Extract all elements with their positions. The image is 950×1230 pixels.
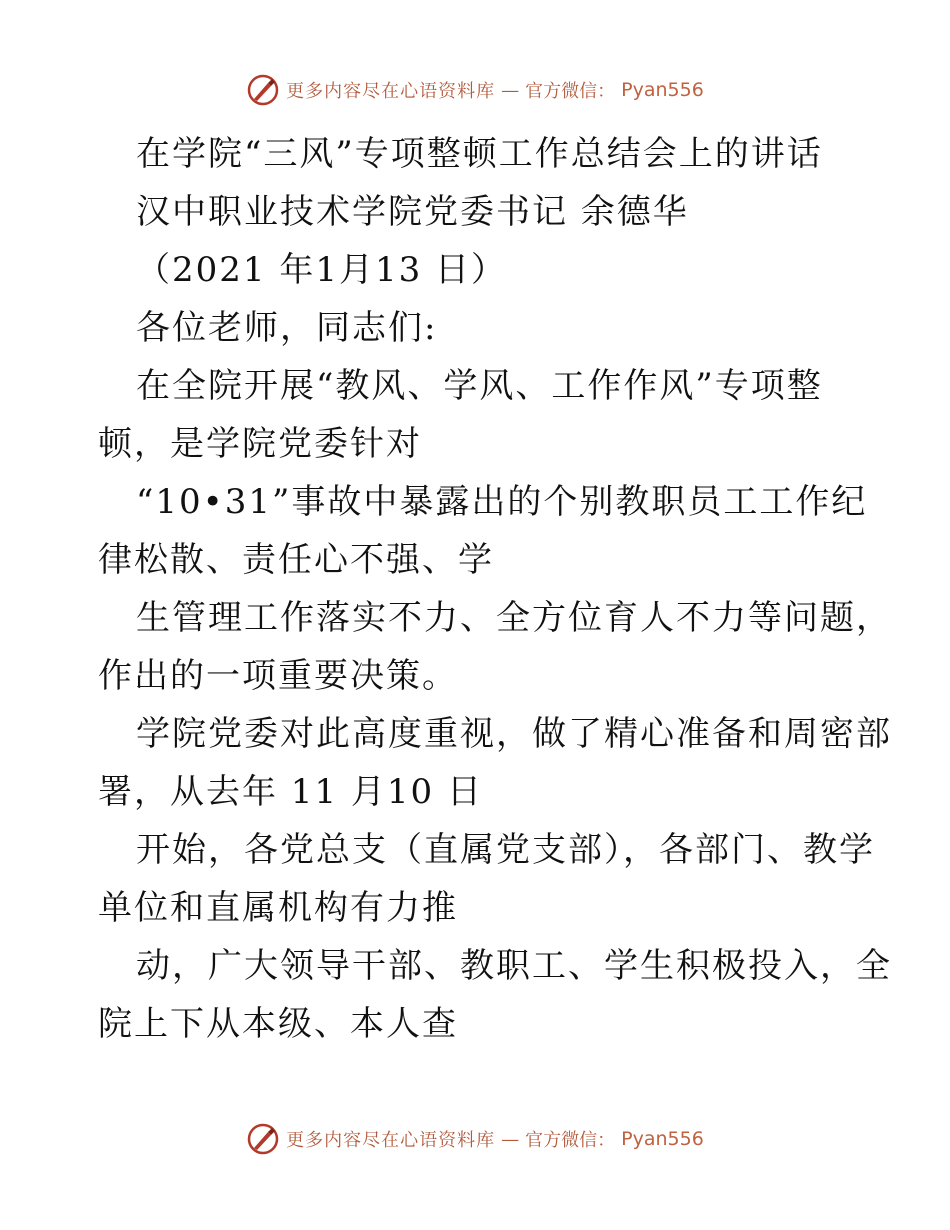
paragraph-line: 在全院开展“教风、学风、工作作风”专项整 bbox=[136, 366, 823, 406]
paragraph-line: 学院党委对此高度重视，做了精心准备和周密部 bbox=[136, 714, 892, 754]
banner-dash: — bbox=[501, 79, 520, 101]
banner-wechat-label: 官方微信： bbox=[525, 1130, 616, 1151]
banner-wechat-id: Pyan556 bbox=[621, 79, 704, 101]
paragraph-line: 院上下从本级、本人查 bbox=[98, 1004, 458, 1044]
paragraph-line: 生管理工作落实不力、全方位育人不力等问题， bbox=[136, 598, 892, 638]
banner-wechat-id: Pyan556 bbox=[621, 1128, 704, 1150]
speech-title: 在学院“三风”专项整顿工作总结会上的讲话 bbox=[136, 134, 823, 174]
paragraph-line: 作出的一项重要决策。 bbox=[98, 656, 458, 696]
paragraph-line: “10•31”事故中暴露出的个别教职员工工作纪 bbox=[136, 482, 868, 522]
pen-logo-icon bbox=[246, 73, 280, 107]
date-line: （2021 年1月13 日） bbox=[136, 250, 508, 290]
paragraph-line: 单位和直属机构有力推 bbox=[98, 888, 458, 928]
greeting-line: 各位老师，同志们: bbox=[136, 308, 438, 348]
paragraph-line: 动，广大领导干部、教职工、学生积极投入，全 bbox=[136, 946, 892, 986]
banner-text: 更多内容尽在心语资料库 bbox=[286, 81, 496, 102]
paragraph-line: 律松散、责任心不强、学 bbox=[98, 540, 494, 580]
paragraph-line: 署，从去年 11 月10 日 bbox=[98, 772, 483, 812]
paragraph-line: 顿，是学院党委针对 bbox=[98, 424, 422, 464]
paragraph-line: 开始，各党总支（直属党支部），各部门、教学 bbox=[136, 830, 875, 870]
speaker-line: 汉中职业技术学院党委书记 余德华 bbox=[136, 192, 689, 232]
banner-text: 更多内容尽在心语资料库 bbox=[286, 1130, 496, 1151]
document-body bbox=[98, 125, 892, 1053]
pen-logo-icon bbox=[246, 1122, 280, 1156]
banner-wechat-label: 官方微信： bbox=[525, 81, 616, 102]
footer-watermark-banner bbox=[0, 1119, 950, 1159]
banner-dash: — bbox=[501, 1128, 520, 1150]
header-watermark-banner bbox=[0, 70, 950, 110]
